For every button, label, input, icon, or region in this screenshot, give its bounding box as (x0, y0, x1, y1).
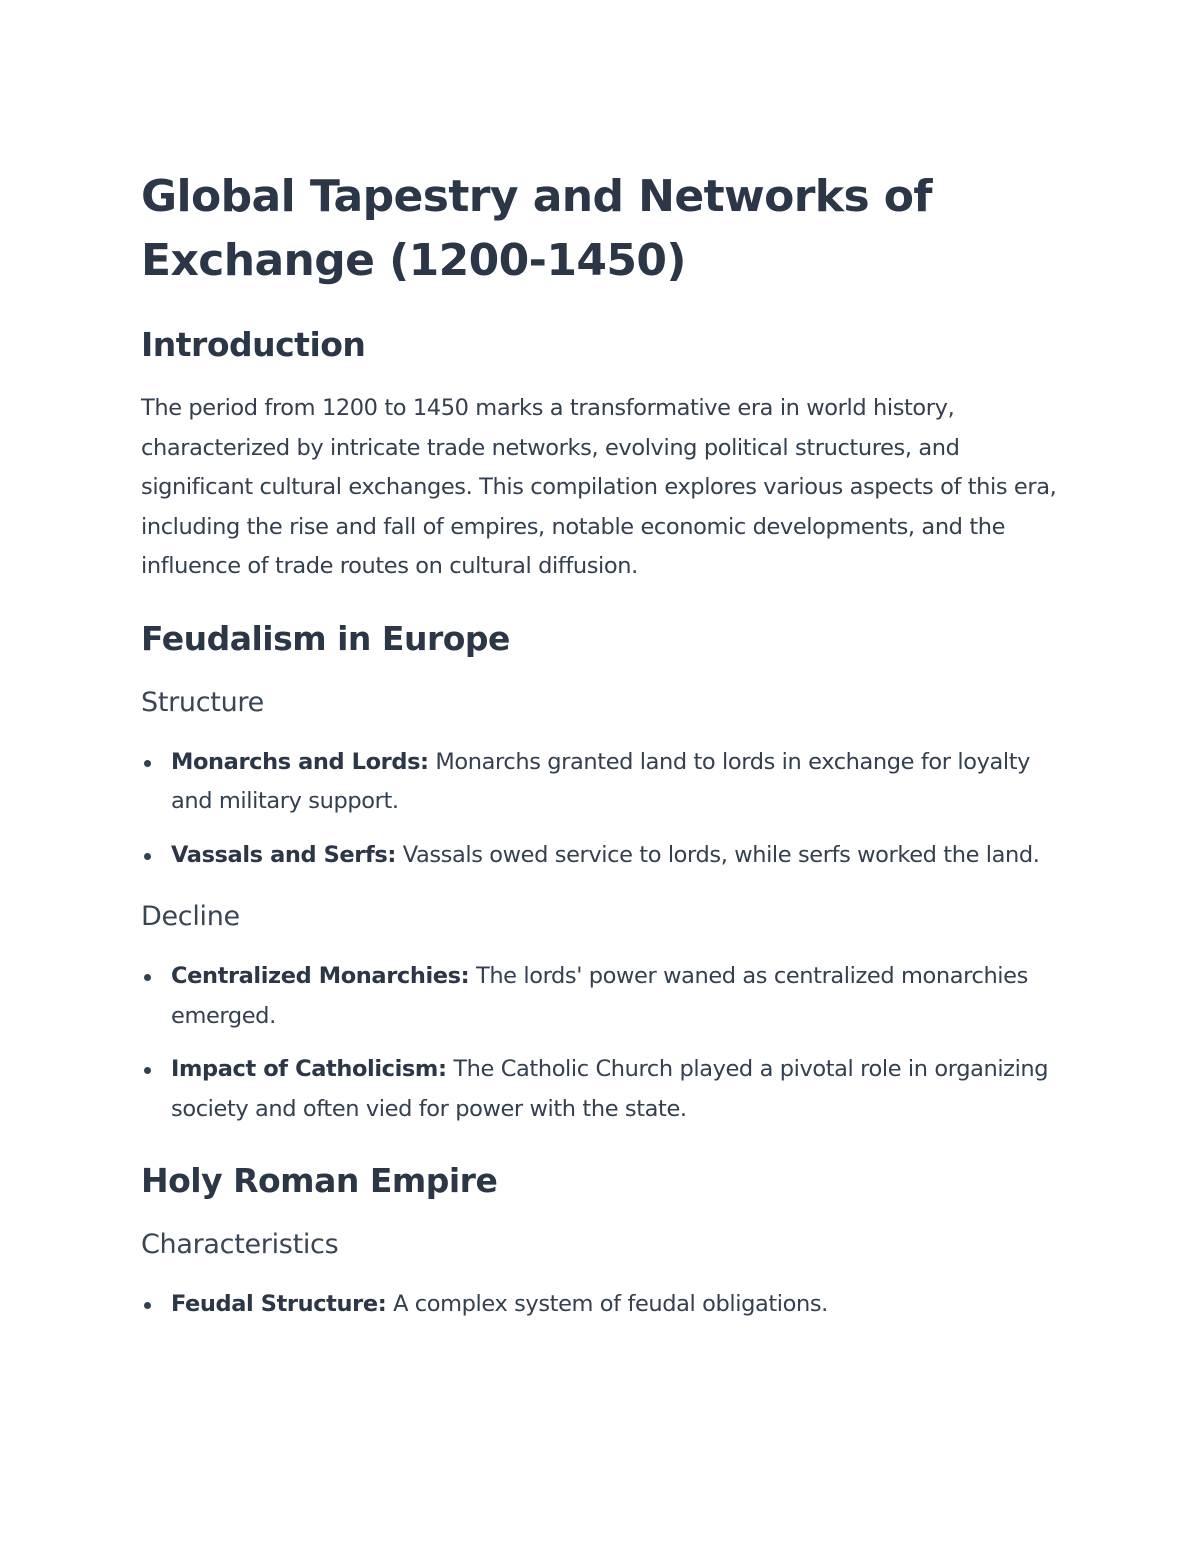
list-item-term: Vassals and Serfs: (171, 841, 396, 868)
list-item-term: Impact of Catholicism: (171, 1056, 447, 1082)
introduction-paragraph: The period from 1200 to 1450 marks a transformative era in world history, characterized by intricate trade networks, evolving political structures, and significant cultural exchanges. This compilation explores various aspects of this era, including the rise and fall of empires, notable economic developments, and the influence of trade routes on cultural diffusion. (141, 395, 1057, 579)
list-item-term: Monarchs and Lords: (171, 748, 429, 775)
list-item-text: Vassals owed service to lords, while serfs worked the land. (395, 841, 1040, 868)
bullet-icon (144, 974, 151, 981)
list-item-text: The Catholic Church played a pivotal role in organizing society and often vied for power with the state. (171, 1056, 1049, 1122)
bullet-icon (144, 853, 151, 860)
subsection-heading-structure: Structure (141, 686, 264, 718)
section-heading-introduction: Introduction (141, 325, 366, 364)
list-item (141, 1285, 1071, 1325)
list-item (141, 957, 1071, 1036)
bullet-icon (144, 1302, 151, 1309)
subsection-heading-characteristics: Characteristics (141, 1229, 339, 1260)
section-heading-holy-roman-empire: Holy Roman Empire (141, 1161, 498, 1200)
list-item-term: Feudal Structure: (171, 1291, 387, 1317)
bullet-icon (144, 1067, 151, 1074)
decline-list (141, 957, 1071, 1129)
list-item-text: The lords' power waned as centralized monarchies emerged. (171, 963, 1028, 1029)
bullet-icon (144, 760, 151, 767)
characteristics-list (141, 1285, 1071, 1325)
list-item-term: Centralized Monarchies: (171, 963, 470, 989)
list-item (141, 743, 1071, 822)
list-item (141, 836, 1071, 876)
list-item-text: Monarchs granted land to lords in exchange for loyalty and military support. (171, 748, 1031, 814)
subsection-heading-decline: Decline (141, 901, 240, 932)
section-heading-feudalism: Feudalism in Europe (141, 618, 510, 658)
list-item-text: A complex system of feudal obligations. (386, 1291, 828, 1317)
list-item (141, 1050, 1071, 1129)
document-page (141, 165, 1071, 1325)
structure-list (141, 743, 1071, 876)
document-title: Global Tapestry and Networks of Exchange (1200-1450) (141, 171, 932, 286)
